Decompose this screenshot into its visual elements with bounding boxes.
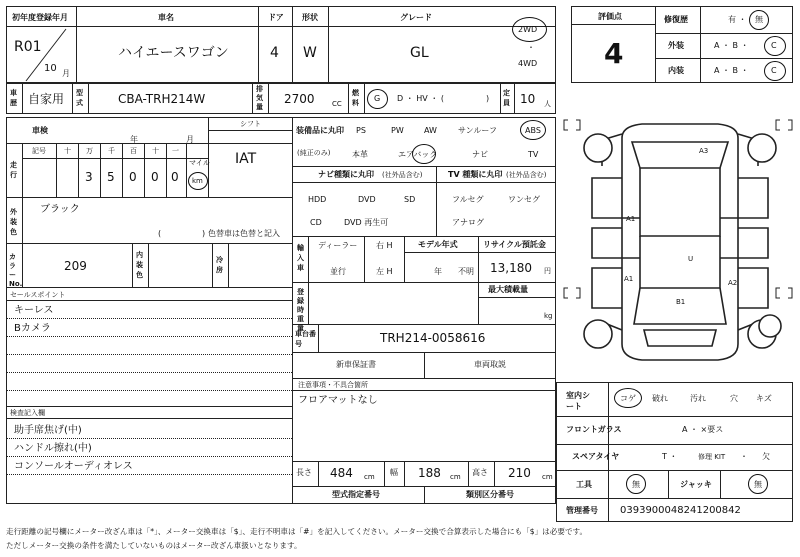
type-no-label: 型式指定番号: [332, 490, 380, 499]
chassis-label: 車台番号: [295, 330, 316, 348]
import-right-h: 右 H: [376, 241, 393, 250]
import-parallel: 並行: [330, 267, 346, 276]
chassis-value: TRH214-0058616: [380, 331, 486, 345]
digit-3: 0: [129, 170, 137, 184]
damage-a2: A2: [728, 279, 738, 287]
shift-label: シフト: [240, 120, 261, 128]
class-no-label: 類別区分番号: [466, 490, 514, 499]
color-no-label: カラーNo.: [9, 253, 23, 288]
inspector-item-2: コンソールオーディオレス: [14, 461, 133, 472]
fuel-options: D ・ HV ・ (: [397, 94, 444, 103]
repair-label: 修復歴: [664, 15, 688, 24]
digit-label-0: 十: [64, 147, 71, 155]
model-year-unit: 年: [434, 267, 442, 276]
length-label: 長さ: [296, 468, 312, 477]
equipment-sub-label: (純正のみ): [297, 149, 331, 157]
seat-item-2: 穴: [730, 394, 738, 403]
tv-analog: アナログ: [452, 218, 484, 227]
jack-label: ジャッキ: [680, 480, 712, 489]
mgmt-value: 0393900048241200842: [620, 505, 741, 516]
model-year-unknown: 不明: [458, 267, 474, 276]
digit-label-4: 十: [152, 147, 159, 155]
grade-label: グレード: [400, 13, 432, 22]
score-value: 4: [604, 37, 624, 70]
import-label: 輸入車: [297, 244, 304, 272]
equip-tv: TV: [528, 150, 539, 159]
fuel-label: 燃料: [352, 89, 359, 107]
spare-dot: ・: [740, 452, 748, 461]
color-no-value: 209: [64, 259, 87, 273]
equip-ps: PS: [356, 126, 366, 135]
length-value: 484: [330, 466, 353, 480]
first-reg-month: 10: [44, 63, 57, 74]
displacement-label: 排気量: [256, 85, 263, 111]
person-unit: 人: [544, 100, 551, 108]
footer-line-2: ただしメーター交換の条件を満たしていないものはメーター改ざん車扱いとなります。: [6, 541, 302, 550]
color-label: 外装色: [10, 208, 17, 236]
first-reg-label: 初年度登録年月: [12, 13, 68, 22]
inspector-item-1: ハンドル擦れ(中): [14, 443, 92, 454]
width-value: 188: [418, 466, 441, 480]
capacity-value: 10: [520, 92, 536, 106]
digit-1: 3: [85, 170, 93, 184]
tv-label: TV 種類に丸印: [448, 170, 503, 179]
tools-label: 工具: [576, 480, 592, 489]
drive-4wd: 4WD: [518, 59, 538, 68]
length-unit: cm: [364, 473, 375, 481]
drive-dot: ・: [527, 43, 535, 52]
inspection-month-unit: 月: [186, 135, 194, 144]
width-unit: cm: [450, 473, 461, 481]
mile-label: マイル: [189, 159, 210, 167]
score-label: 評価点: [598, 12, 622, 21]
month-unit: 月: [62, 69, 70, 78]
jack-selected: 無: [754, 480, 762, 489]
use-value: 自家用: [28, 92, 65, 106]
reg-weight-label: 登録時重量: [297, 288, 304, 332]
equipment-label: 装備品に丸印: [296, 126, 344, 135]
shift-value: IAT: [235, 151, 257, 167]
damage-u: U: [688, 255, 694, 263]
sales-point-0: キーレス: [14, 305, 54, 316]
navi-hdd: HDD: [308, 195, 327, 204]
equip-leather: 本革: [352, 150, 368, 159]
interior-color-label: 内装色: [136, 251, 143, 279]
seat-item-1: 汚れ: [690, 394, 706, 403]
height-value: 210: [508, 466, 531, 480]
damage-b1: B1: [676, 298, 686, 306]
notes-text: フロアマットなし: [298, 395, 378, 406]
doors: 4: [270, 45, 279, 61]
drive-2wd: 2WD: [518, 25, 538, 34]
equip-navi: ナビ: [472, 150, 488, 159]
color-value: ブラック: [40, 204, 80, 215]
recycle-value: 13,180: [490, 261, 532, 275]
navi-label: ナビ種類に丸印: [318, 170, 374, 179]
seat-item-0: 破れ: [652, 394, 668, 403]
digit-label-2: 千: [108, 147, 115, 155]
model-year-label: モデル年式: [418, 240, 458, 249]
equip-aw: AW: [424, 126, 437, 135]
equip-airbag: エアバック: [398, 150, 438, 159]
width-label: 幅: [390, 468, 398, 477]
capacity-label: 定員: [503, 89, 510, 107]
windshield-options: A ・ ×要ス: [682, 425, 724, 434]
kg-unit: kg: [544, 312, 553, 320]
use-label: 車歴: [10, 89, 17, 107]
mgmt-label: 管理番号: [566, 506, 598, 515]
cooler-label: 冷房: [216, 256, 223, 274]
equip-abs: ABS: [525, 126, 541, 135]
exterior-label: 外装: [668, 41, 684, 50]
spare-label: スペアタイヤ: [572, 452, 620, 461]
spare-kit: 修理 KIT: [698, 453, 726, 461]
mileage-sign-label: 記号: [32, 147, 46, 155]
footer-line-1: 走行距離の記号欄にメーター改ざん車は「*」、メーター交換車は「$」、走行不明車は「#」を記入してください。メーター交換で合算表示した場合にも「$」は必要です。: [6, 527, 588, 536]
seat-item-3: キズ: [756, 394, 772, 403]
model-value: CBA-TRH214W: [118, 92, 206, 106]
repaint-note: 色替車は色替と記入: [208, 229, 280, 238]
height-unit: cm: [542, 473, 553, 481]
fuel-close: ): [486, 94, 490, 103]
exterior-selected: C: [771, 41, 777, 50]
navi-cd: CD: [310, 218, 322, 227]
navi-sd: SD: [404, 195, 416, 204]
digit-label-1: 万: [86, 147, 93, 155]
car-damage-diagram: [562, 108, 798, 374]
spare-options: T ・: [662, 452, 678, 461]
shape-label: 形状: [302, 13, 318, 22]
yen-unit: 円: [544, 267, 551, 275]
damage-a1-rear: A1: [624, 275, 634, 283]
notes-label: 注意事項・不具合箇所: [298, 381, 368, 389]
navi-dvd-play: DVD 再生可: [344, 218, 389, 227]
color-note-open: (: [158, 229, 162, 238]
inspection-label: 車検: [32, 126, 48, 135]
model-label: 型式: [76, 89, 83, 107]
interior-label: 内装: [668, 66, 684, 75]
recycle-label: リサイクル預託金: [483, 240, 546, 249]
digit-2: 5: [107, 170, 115, 184]
tv-fullseg: フルセグ: [452, 195, 484, 204]
interior-options: A ・ B ・: [714, 66, 749, 75]
door-label: ドア: [268, 13, 284, 22]
import-dealer: ディーラー: [318, 241, 358, 250]
tv-oneseg: ワンセグ: [508, 195, 540, 204]
sales-point-1: Bカメラ: [14, 323, 51, 334]
height-label: 高さ: [472, 468, 488, 477]
first-reg-era: R01: [14, 39, 42, 55]
interior-selected: C: [771, 66, 777, 75]
shape: W: [303, 45, 317, 61]
equip-pw: PW: [391, 126, 404, 135]
exterior-options: A ・ B ・: [714, 41, 749, 50]
import-left-h: 左 H: [376, 267, 393, 276]
digit-5: 0: [171, 170, 179, 184]
repair-selected: 無: [755, 15, 763, 24]
car-name-label: 車名: [158, 13, 174, 22]
max-load-label: 最大積載量: [488, 285, 528, 294]
seat-label: 室内シート: [566, 391, 590, 411]
damage-a1-left: A1: [626, 215, 636, 223]
seat-selected: コゲ: [620, 394, 636, 403]
equip-sunroof: サンルーフ: [458, 126, 497, 135]
manual-label: 車両取説: [474, 360, 506, 369]
spare-none: 欠: [762, 452, 770, 461]
digit-label-5: 一: [172, 147, 179, 155]
tv-suffix: (社外品含む): [506, 171, 547, 179]
inspection-year-unit: 年: [130, 135, 138, 144]
navi-suffix: (社外品含む): [382, 171, 423, 179]
digit-4: 0: [151, 170, 159, 184]
color-note-close: ): [202, 229, 206, 238]
fuel-selected: G: [374, 94, 381, 103]
warranty-label: 新車保証書: [336, 360, 376, 369]
windshield-label: フロントガラス: [566, 425, 622, 434]
digit-label-3: 百: [130, 147, 137, 155]
mileage-label: 走行: [10, 161, 17, 179]
navi-dvd: DVD: [358, 195, 376, 204]
sales-points-label: セールスポイント: [10, 291, 66, 299]
cc-unit: CC: [332, 100, 342, 108]
grade: GL: [410, 45, 429, 61]
car-name: ハイエースワゴン: [118, 45, 229, 61]
km-label: km: [192, 177, 203, 185]
damage-a3: A3: [699, 147, 709, 155]
inspector-label: 検査記入欄: [10, 409, 45, 417]
repair-options: 有 ・: [728, 15, 747, 24]
tools-selected: 無: [632, 480, 640, 489]
displacement-value: 2700: [284, 92, 315, 106]
inspector-item-0: 助手席焦げ(中): [14, 425, 82, 436]
